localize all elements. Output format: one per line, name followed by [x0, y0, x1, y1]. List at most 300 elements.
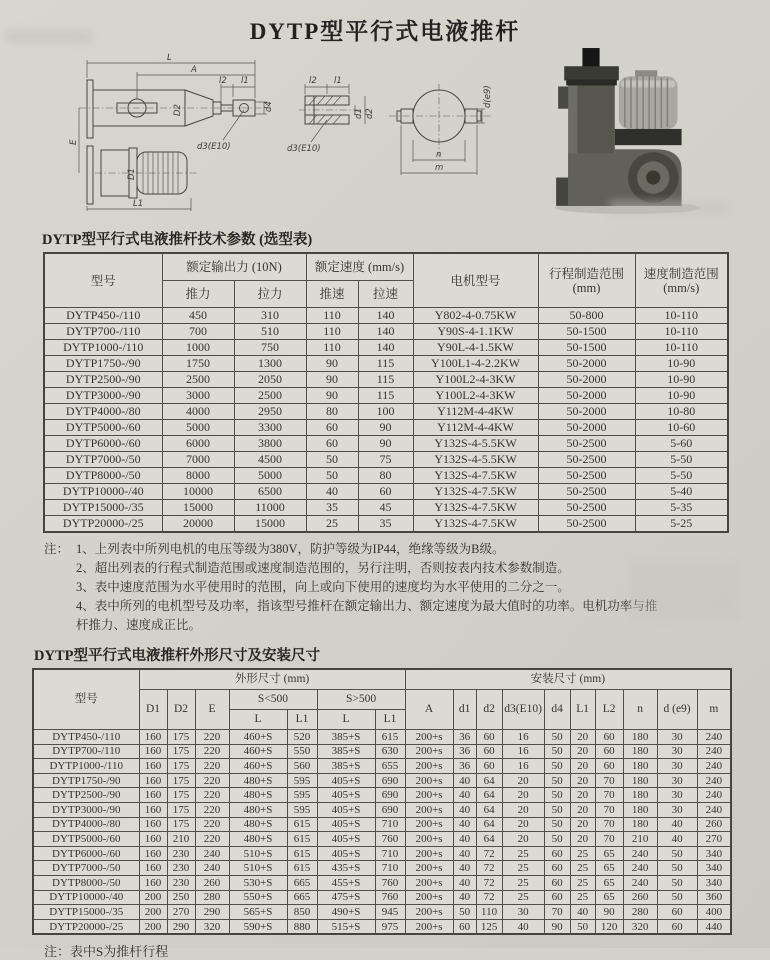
- table-cell: 975: [375, 919, 405, 934]
- table-cell: 50: [544, 788, 570, 803]
- dimension-label-n: n: [436, 150, 442, 160]
- table2-title: DYTP型平行式电液推杆外形尺寸及安装尺寸: [34, 648, 320, 664]
- table-cell: 100: [358, 404, 413, 420]
- table-cell: 40: [453, 802, 476, 817]
- table-cell: 7000: [162, 452, 234, 468]
- table-cell: 565+S: [229, 905, 287, 920]
- spec-table: [43, 252, 729, 533]
- table-cell: DYTP15000-/35: [33, 905, 139, 920]
- table-cell: 510: [234, 324, 306, 340]
- table-cell: 50: [657, 890, 697, 905]
- table-row: [44, 372, 728, 388]
- table-cell: 5-25: [635, 516, 728, 533]
- table-cell: 20: [570, 744, 595, 759]
- table-cell: 460+S: [229, 730, 287, 745]
- table-cell: 340: [697, 875, 731, 890]
- dimension-label-l2: l2: [219, 76, 227, 86]
- note-item: 1、上列表中所列电机的电压等级为380V，防护等级为IP44，绝缘等级为B级。: [76, 542, 505, 556]
- table-cell: 220: [195, 832, 229, 847]
- table-cell: 50-800: [538, 308, 635, 324]
- table-cell: 25: [502, 846, 544, 861]
- table-cell: 72: [476, 890, 502, 905]
- table-cell: DYTP1750-/90: [44, 356, 162, 372]
- table-cell: 550+S: [229, 890, 287, 905]
- table-cell: 2500: [234, 388, 306, 404]
- table-cell: 180: [623, 773, 657, 788]
- col-d3: d3(E10): [502, 690, 544, 730]
- table-cell: 5000: [234, 468, 306, 484]
- table-cell: 50-2500: [538, 436, 635, 452]
- table-cell: 110: [306, 340, 358, 356]
- table-cell: 200+s: [405, 875, 453, 890]
- table-cell: 180: [623, 802, 657, 817]
- table-cell: 615: [287, 861, 317, 876]
- table-cell: 115: [358, 356, 413, 372]
- table-cell: 210: [167, 832, 195, 847]
- table-cell: 64: [476, 773, 502, 788]
- table-cell: 20: [570, 759, 595, 774]
- table-cell: Y132S-4-5.5KW: [413, 452, 538, 468]
- table-cell: 160: [139, 788, 167, 803]
- table-cell: 220: [195, 773, 229, 788]
- notes: [44, 540, 726, 635]
- dimension-label-d1: d1: [354, 108, 364, 119]
- table-row: [44, 484, 728, 500]
- table-cell: 405+S: [317, 773, 375, 788]
- table-cell: 30: [657, 802, 697, 817]
- table-cell: DYTP3000-/90: [44, 388, 162, 404]
- table-cell: 175: [167, 744, 195, 759]
- table-cell: 655: [375, 759, 405, 774]
- table-cell: 40: [453, 861, 476, 876]
- table-cell: 530+S: [229, 875, 287, 890]
- col-pull-speed: 拉速: [358, 281, 413, 308]
- table-cell: 50: [544, 773, 570, 788]
- table-cell: 270: [167, 905, 195, 920]
- table-cell: 595: [287, 788, 317, 803]
- table-cell: 30: [657, 744, 697, 759]
- table-cell: 400: [697, 905, 731, 920]
- table-cell: 175: [167, 730, 195, 745]
- table-cell: 60: [595, 730, 623, 745]
- table-cell: DYTP2500-/90: [44, 372, 162, 388]
- col-E: E: [195, 690, 229, 730]
- table-cell: 3800: [234, 436, 306, 452]
- table-cell: Y100L2-4-3KW: [413, 372, 538, 388]
- table-cell: 240: [195, 861, 229, 876]
- table-cell: 60: [595, 759, 623, 774]
- table-cell: 880: [287, 919, 317, 934]
- table-cell: 200+s: [405, 759, 453, 774]
- dimension-label-fork-l2: l2: [309, 76, 317, 86]
- table-cell: 175: [167, 773, 195, 788]
- dimension-label-fork-d3: d3(E10): [287, 144, 321, 154]
- table-cell: DYTP20000-/25: [44, 516, 162, 533]
- table-cell: 480+S: [229, 773, 287, 788]
- col-A: A: [405, 690, 453, 730]
- table-cell: DYTP450-/110: [33, 730, 139, 745]
- note-item: 3、表中速度范围为水平使用时的范围，向上或向下使用的速度均为水平使用的二分之一。: [76, 580, 570, 594]
- table-cell: 65: [595, 846, 623, 861]
- table-cell: 615: [287, 832, 317, 847]
- table-cell: 200+s: [405, 744, 453, 759]
- table-cell: 200+s: [405, 788, 453, 803]
- table-cell: 200+s: [405, 905, 453, 920]
- table-cell: Y132S-4-5.5KW: [413, 436, 538, 452]
- table-cell: 4500: [234, 452, 306, 468]
- table-cell: DYTP10000-/40: [33, 890, 139, 905]
- table-cell: 10-110: [635, 324, 728, 340]
- table-cell: 385+S: [317, 759, 375, 774]
- table-row: [33, 919, 731, 934]
- table-cell: 180: [623, 759, 657, 774]
- table-cell: 40: [453, 890, 476, 905]
- table-cell: 160: [139, 817, 167, 832]
- table-cell: 6000: [162, 436, 234, 452]
- table-cell: 710: [375, 846, 405, 861]
- table-cell: 40: [453, 832, 476, 847]
- table-cell: 615: [375, 730, 405, 745]
- table-cell: 20: [570, 802, 595, 817]
- table-cell: 65: [595, 890, 623, 905]
- table-cell: DYTP5000-/60: [44, 420, 162, 436]
- table-cell: 50: [544, 744, 570, 759]
- table-cell: 405+S: [317, 846, 375, 861]
- page-title: DYTP型平行式电液推杆: [249, 19, 521, 44]
- bottom-note: 注：表中S为推杆行程: [44, 944, 169, 960]
- table-cell: 40: [657, 817, 697, 832]
- table-cell: 200+s: [405, 802, 453, 817]
- table-cell: 140: [358, 324, 413, 340]
- col-model: 型号: [44, 253, 162, 308]
- table1-title: DYTP型平行式电液推杆技术参数 (选型表): [42, 232, 313, 248]
- table-cell: 72: [476, 846, 502, 861]
- table-cell: 50-2000: [538, 388, 635, 404]
- outline-drawing: [66, 50, 526, 216]
- table-cell: Y132S-4-7.5KW: [413, 516, 538, 533]
- col-L1: L1: [570, 690, 595, 730]
- table-cell: DYTP15000-/35: [44, 500, 162, 516]
- table-cell: DYTP700-/110: [33, 744, 139, 759]
- table-cell: 4000: [162, 404, 234, 420]
- table-cell: 20: [502, 817, 544, 832]
- table-cell: 220: [195, 817, 229, 832]
- table-cell: 175: [167, 802, 195, 817]
- table-cell: 40: [453, 773, 476, 788]
- table-row: [33, 773, 731, 788]
- table-row: [33, 846, 731, 861]
- table-cell: 80: [358, 468, 413, 484]
- table-cell: 3000: [162, 388, 234, 404]
- table-cell: 115: [358, 388, 413, 404]
- table-cell: 340: [697, 846, 731, 861]
- table-cell: 550: [287, 744, 317, 759]
- note-label: 注：: [44, 542, 70, 556]
- table-cell: 240: [623, 875, 657, 890]
- table-cell: 64: [476, 817, 502, 832]
- table-cell: 50: [657, 861, 697, 876]
- table-cell: 20: [502, 802, 544, 817]
- table-cell: 270: [697, 832, 731, 847]
- table-cell: 160: [139, 730, 167, 745]
- table-cell: 240: [623, 846, 657, 861]
- table-cell: 5-40: [635, 484, 728, 500]
- table-cell: DYTP700-/110: [44, 324, 162, 340]
- table-cell: 475+S: [317, 890, 375, 905]
- table-cell: 175: [167, 759, 195, 774]
- col-install-dims: 安装尺寸 (mm): [405, 669, 731, 690]
- table-row: [33, 730, 731, 745]
- table-cell: 595: [287, 773, 317, 788]
- table-cell: 60: [476, 730, 502, 745]
- table-cell: 220: [195, 788, 229, 803]
- table-row: [44, 404, 728, 420]
- table-cell: 260: [623, 890, 657, 905]
- table-cell: 200+s: [405, 919, 453, 934]
- figure: [66, 50, 740, 218]
- col-d4: d4: [544, 690, 570, 730]
- table-cell: 50-2000: [538, 372, 635, 388]
- table-cell: 160: [139, 802, 167, 817]
- table-cell: DYTP450-/110: [44, 308, 162, 324]
- table-cell: 360: [697, 890, 731, 905]
- table-cell: 10-110: [635, 308, 728, 324]
- table-row: [33, 744, 731, 759]
- col-d-e9: d (e9): [657, 690, 697, 730]
- table-row: [44, 436, 728, 452]
- table-cell: 2950: [234, 404, 306, 420]
- table-cell: 220: [195, 759, 229, 774]
- dimension-label-E: E: [69, 139, 79, 145]
- table-cell: 35: [306, 500, 358, 516]
- scan-artifact: [6, 30, 92, 44]
- table-row: [44, 308, 728, 324]
- table-row: [33, 890, 731, 905]
- col-L-lt: L: [229, 710, 287, 730]
- table-cell: 200: [139, 919, 167, 934]
- table-cell: 50: [306, 452, 358, 468]
- table-cell: 200+s: [405, 861, 453, 876]
- table-cell: 310: [234, 308, 306, 324]
- table-cell: 240: [697, 730, 731, 745]
- table-cell: 90: [358, 436, 413, 452]
- table-cell: 200+s: [405, 773, 453, 788]
- table-cell: 40: [453, 817, 476, 832]
- table-cell: 110: [476, 905, 502, 920]
- table-cell: 480+S: [229, 788, 287, 803]
- table-cell: 60: [306, 420, 358, 436]
- table-cell: 60: [453, 919, 476, 934]
- table-cell: 200+s: [405, 846, 453, 861]
- table-cell: Y132S-4-7.5KW: [413, 484, 538, 500]
- table-cell: 160: [139, 759, 167, 774]
- table-cell: 60: [657, 905, 697, 920]
- table-cell: 35: [358, 516, 413, 533]
- table-cell: 230: [167, 861, 195, 876]
- table-cell: DYTP6000-/60: [44, 436, 162, 452]
- table-cell: 850: [287, 905, 317, 920]
- table-cell: 36: [453, 759, 476, 774]
- table-row: [33, 861, 731, 876]
- table-cell: 11000: [234, 500, 306, 516]
- table-cell: 405+S: [317, 802, 375, 817]
- table-cell: 665: [287, 875, 317, 890]
- col-L1-gt: L1: [375, 710, 405, 730]
- product-photo: [540, 46, 726, 218]
- table-cell: 460+S: [229, 744, 287, 759]
- col-D1: D1: [139, 690, 167, 730]
- table-cell: 175: [167, 817, 195, 832]
- table-cell: 20: [570, 730, 595, 745]
- table-cell: DYTP2500-/90: [33, 788, 139, 803]
- table-cell: 16: [502, 759, 544, 774]
- table-cell: 490+S: [317, 905, 375, 920]
- table-cell: DYTP6000-/60: [33, 846, 139, 861]
- table-cell: 520: [287, 730, 317, 745]
- note-item: 2、超出列表的行程式制造范围或速度制造范围的，另行注明，否则按表内技术参数制造。: [76, 561, 570, 575]
- table-cell: 50: [657, 846, 697, 861]
- table-cell: 290: [195, 905, 229, 920]
- table-cell: 450: [162, 308, 234, 324]
- table-cell: 80: [306, 404, 358, 420]
- table-cell: DYTP1750-/90: [33, 773, 139, 788]
- table-cell: 50: [544, 802, 570, 817]
- table-cell: 50-1500: [538, 324, 635, 340]
- table-cell: 60: [595, 744, 623, 759]
- table-cell: 90: [544, 919, 570, 934]
- col-rated-output: 额定输出力 (10N): [162, 253, 306, 281]
- table-cell: 25: [502, 875, 544, 890]
- scan-artifact: [610, 200, 730, 216]
- col-m: m: [697, 690, 731, 730]
- dimension-label-A: A: [191, 65, 197, 75]
- table-cell: 30: [657, 730, 697, 745]
- table-cell: 10-110: [635, 340, 728, 356]
- table-cell: 200: [139, 905, 167, 920]
- table-cell: 20: [570, 773, 595, 788]
- table-row: [44, 388, 728, 404]
- col-L1-lt: L1: [287, 710, 317, 730]
- table-cell: DYTP8000-/50: [33, 875, 139, 890]
- table-cell: 36: [453, 744, 476, 759]
- table-cell: 1300: [234, 356, 306, 372]
- table-cell: Y112M-4-4KW: [413, 404, 538, 420]
- table-cell: 180: [623, 788, 657, 803]
- table-cell: 2050: [234, 372, 306, 388]
- table-cell: 20: [502, 832, 544, 847]
- table-cell: 710: [375, 817, 405, 832]
- table-cell: 280: [195, 890, 229, 905]
- table-cell: 240: [697, 802, 731, 817]
- table-cell: 70: [595, 817, 623, 832]
- table-cell: 50-2000: [538, 356, 635, 372]
- col-n: n: [623, 690, 657, 730]
- table-cell: 1000: [162, 340, 234, 356]
- table-cell: 700: [162, 324, 234, 340]
- table-cell: 5-35: [635, 500, 728, 516]
- table-cell: 50: [306, 468, 358, 484]
- table-cell: 200+s: [405, 817, 453, 832]
- col-d2: d2: [476, 690, 502, 730]
- table-row: [33, 832, 731, 847]
- table-cell: 50: [657, 875, 697, 890]
- table-cell: 220: [195, 730, 229, 745]
- table-cell: 2500: [162, 372, 234, 388]
- table-row: [44, 452, 728, 468]
- table-row: [44, 468, 728, 484]
- table-cell: 36: [453, 730, 476, 745]
- table-cell: 690: [375, 773, 405, 788]
- table-cell: 760: [375, 890, 405, 905]
- table-cell: 280: [623, 905, 657, 920]
- table-cell: 70: [595, 788, 623, 803]
- table-cell: Y802-4-0.75KW: [413, 308, 538, 324]
- table-cell: 50-2000: [538, 420, 635, 436]
- table-cell: 200+s: [405, 730, 453, 745]
- table-cell: DYTP3000-/90: [33, 802, 139, 817]
- table-cell: DYTP1000-/110: [33, 759, 139, 774]
- table-row: [33, 802, 731, 817]
- table-cell: 20000: [162, 516, 234, 533]
- table-cell: 175: [167, 788, 195, 803]
- table-cell: 760: [375, 832, 405, 847]
- table-row: [33, 817, 731, 832]
- table-cell: DYTP8000-/50: [44, 468, 162, 484]
- table-cell: 20: [502, 773, 544, 788]
- table-cell: 320: [195, 919, 229, 934]
- table-cell: 10-90: [635, 356, 728, 372]
- table-cell: 320: [623, 919, 657, 934]
- table-cell: 40: [453, 788, 476, 803]
- table-cell: DYTP4000-/80: [33, 817, 139, 832]
- table-cell: 200+s: [405, 890, 453, 905]
- table-cell: 72: [476, 875, 502, 890]
- table-cell: 690: [375, 788, 405, 803]
- table-cell: 1750: [162, 356, 234, 372]
- table-row: [44, 324, 728, 340]
- table-cell: 945: [375, 905, 405, 920]
- dimension-label-l1: l1: [241, 76, 249, 86]
- table-cell: 50-2500: [538, 500, 635, 516]
- table-cell: 180: [623, 817, 657, 832]
- table-cell: 5-50: [635, 468, 728, 484]
- table-cell: DYTP4000-/80: [44, 404, 162, 420]
- table-cell: 40: [453, 846, 476, 861]
- table-cell: Y112M-4-4KW: [413, 420, 538, 436]
- table-cell: 615: [287, 846, 317, 861]
- dimension-label-D1: D1: [127, 168, 137, 180]
- table-cell: 75: [358, 452, 413, 468]
- table-cell: 25: [570, 890, 595, 905]
- table-cell: Y100L1-4-2.2KW: [413, 356, 538, 372]
- dimension-label-d3: d3(E10): [197, 142, 231, 152]
- table-cell: 200+s: [405, 832, 453, 847]
- table-cell: 160: [139, 875, 167, 890]
- table-cell: 3300: [234, 420, 306, 436]
- table-cell: 50: [453, 905, 476, 920]
- table-cell: 10000: [162, 484, 234, 500]
- table-cell: 250: [167, 890, 195, 905]
- table-cell: 220: [195, 802, 229, 817]
- dimension-label-L: L: [167, 53, 172, 63]
- col-L2: L2: [595, 690, 623, 730]
- table-cell: 60: [306, 436, 358, 452]
- table-cell: 240: [195, 846, 229, 861]
- table-cell: 70: [595, 773, 623, 788]
- table-cell: 50: [544, 817, 570, 832]
- table-cell: 200: [139, 890, 167, 905]
- table-cell: 510+S: [229, 846, 287, 861]
